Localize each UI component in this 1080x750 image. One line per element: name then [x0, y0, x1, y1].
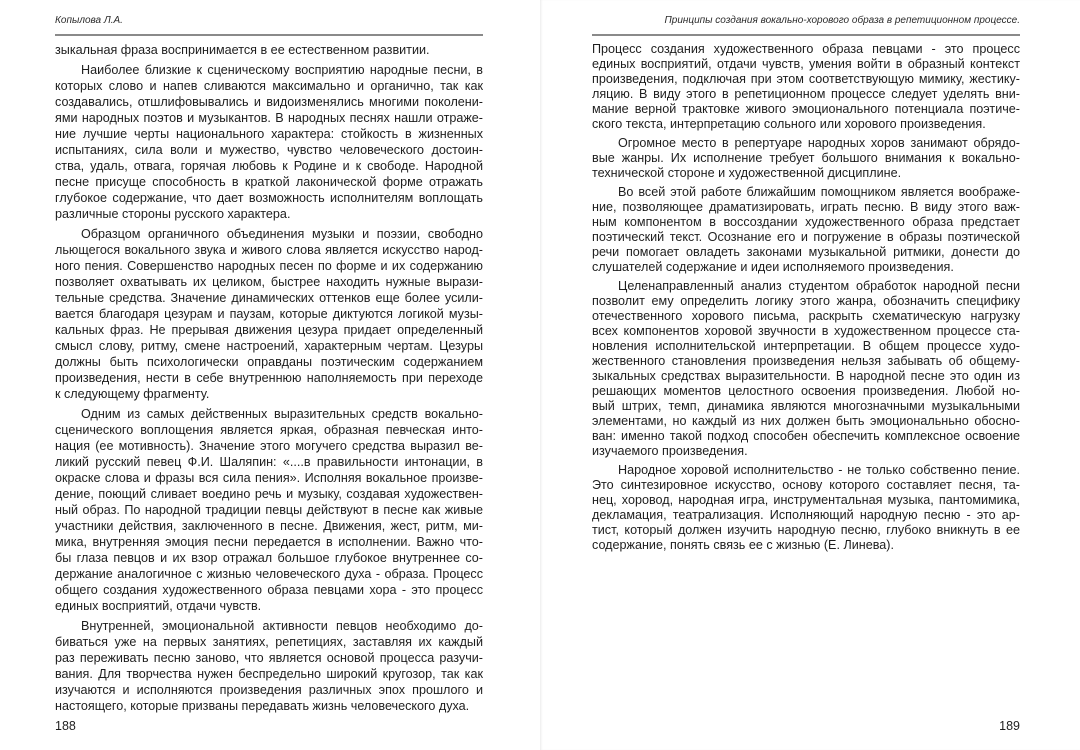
paragraph [592, 463, 1020, 553]
text-line: мика, внутренняя эмоция песни передается в исполнении. Важно что- [55, 535, 483, 549]
text-line: ным компонентом в воссоздании художественного образа предстает [592, 215, 1020, 229]
paragraph [55, 406, 483, 614]
header-rule [592, 34, 1020, 36]
text-line: ликий русский певец Ф.И. Шаляпин: «....в правильности интонации, в [55, 455, 483, 469]
text-line: тист, который должен изучить народную песню, глубоко вникнуть в ее [592, 523, 1020, 537]
text-line: изучаемого произведения. [592, 444, 748, 458]
text-line: ями народных поэтов и музыкантов. В народных песнях нашли отраже- [55, 111, 483, 125]
right-page [540, 0, 1080, 750]
text-line: Во всей этой работе ближайшим помощником является воображе- [618, 185, 1020, 199]
text-line: мание верной трактовке живого эмоционального потенциала поэтиче- [592, 102, 1020, 116]
text-line: Народное хоровой исполнительство - не только собственно пение. [618, 463, 1020, 477]
text-line: общего создания художественного образа певцами хора - это процесс [55, 583, 483, 597]
text-line: нация (ее мотивность). Значение этого могучего средства выразил ве- [55, 439, 483, 453]
text-line: позволит ему определить логику этого жанра, обозначить специфику [592, 294, 1020, 308]
text-line: единых восприятий, отдачи чувств, умения войти в образный контекст [592, 57, 1020, 71]
text-line: зыкальная фраза воспринимается в ее естественном развитии. [55, 43, 430, 57]
text-line: льющегося вокального звука и живого слова является искусство народ- [55, 243, 483, 257]
text-line: всех компонентов хоровой звучности в художественном процессе ста- [592, 324, 1020, 338]
text-line: кальных фраз. Не прерывая движения цезура придает определенный [55, 323, 483, 337]
text-line: решающих моментов целостного освоения произведения. Любой но- [592, 384, 1020, 398]
paragraph [55, 226, 483, 402]
paragraph [592, 279, 1020, 459]
text-line: ван: именно такой подход способен обеспечить комплексное освоение [592, 429, 1020, 443]
text-line: отечественного хорового письма, раскрыть схематическую нагрузку [592, 309, 1020, 323]
text-line: Целенаправленный анализ студентом обработок народной песни [618, 279, 1020, 293]
text-line: вается благодаря цезурам и паузам, которые диктуются логикой музы- [55, 307, 483, 321]
text-line: слушателей содержание и идеи исполняемого произведения. [592, 260, 954, 274]
text-line: сценического воплощения является яркая, образная певческая инто- [55, 423, 483, 437]
text-line: ства, удаль, отвага, горячая любовь к Родине и к свободе. Народной [55, 159, 483, 173]
text-line: содержание, понять связь ее с жизнью (Е. Линева). [592, 538, 894, 552]
text-line: жественного становления произведения нельзя забывать об общему- [592, 354, 1020, 368]
right-page-body [592, 42, 1020, 557]
text-line: глубокое содержание, что дает возможность исполнителям воплощать [55, 191, 483, 205]
text-line: которых слово и напев сливаются максимально и органично, так как [55, 79, 483, 93]
text-line: произведения, нести в себе внутреннюю наполняемость при переходе [55, 371, 483, 385]
text-line: позволяет охватывать их целиком, быстрее находить нужные вырази- [55, 275, 483, 289]
text-line: ского текста, интерпретацию сольного или хорового произведения. [592, 117, 986, 131]
text-line: вые жанры. Их исполнение требует большого внимания к вокально- [592, 151, 1020, 165]
text-line: дение, поющий сливает воедино речь и музыку, создавая художествен- [55, 487, 483, 501]
text-line: песне присуще способность в краткой лаконической форме отражать [55, 175, 483, 189]
text-line: тельные средства. Значение динамических оттенков еще более усили- [55, 291, 483, 305]
text-line: настоящего, которые призваны передавать жизнь человеческого духа. [55, 699, 470, 713]
text-line: участники действия, заключенного в песне. Движения, жест, ритм, ми- [55, 519, 483, 533]
text-line: должны быть психологически оправданы поэтическим содержанием [55, 355, 483, 369]
page-number: 188 [55, 719, 76, 733]
paragraph [592, 136, 1020, 181]
paragraph [592, 185, 1020, 275]
text-line: Наиболее близкие к сценическому восприятию народные песни, в [81, 63, 483, 77]
text-line: испытаниях, сила воли и мужество, чувство человеческого достоин- [55, 143, 483, 157]
text-line: ный образ. По народной традиции певцы действуют в песне как живые [55, 503, 483, 517]
text-line: вый штрих, темп, динамика являются многозначными музыкальными [592, 399, 1020, 413]
text-line: вания. Для творчества нужен беспредельно широкий кругозор, так как [55, 667, 483, 681]
text-line: элементами, но каждый из них должен быть эмоциональньно обосно- [592, 414, 1020, 428]
text-line: речи помогает овладеть законами музыкальной ритмики, донести до [592, 245, 1020, 259]
text-line: поэтический текст. Осознание его и погружение в образы поэтической [592, 230, 1020, 244]
text-line: изучаются и исполняются произведения различных эпох прошлого и [55, 683, 483, 697]
paragraph [55, 62, 483, 222]
text-line: ние лучшие черты национального характера: стойкость в жизненных [55, 127, 483, 141]
text-line: технической стороне и художественной дисциплине. [592, 166, 902, 180]
text-line: Это синтезировное искусство, основу которого составляет песня, та- [592, 478, 1020, 492]
paragraph [55, 42, 483, 58]
running-head-author: Копылова Л.А. [55, 15, 123, 26]
text-line: новления исполнительской интерпретации. В общем процессе худо- [592, 339, 1020, 353]
text-line: зыкальных средствах выразительности. В народной песне это один из [592, 369, 1020, 383]
header-rule [55, 34, 483, 36]
text-line: нец, хоровод, народная игра, инструментальная музыка, пантомимика, [592, 493, 1020, 507]
text-line: ние, позволяющее драматизировать, играть песню. В виду этого важ- [592, 200, 1020, 214]
text-line: единых восприятий, отдачи чувств. [55, 599, 262, 613]
text-line: бы глаза певцов и их взор отражал большое глубокое внутреннее со- [55, 551, 483, 565]
text-line: ного пения. Совершенство народных песен по форме и их содержанию [55, 259, 483, 273]
text-line: создавались, отшлифовывались и видоизменялись многими поколени- [55, 95, 483, 109]
text-line: Образцом органичного объединения музыки и поэзии, свободно [81, 227, 483, 241]
text-line: Одним из самых действенных выразительных средств вокально- [81, 407, 483, 421]
paragraph [55, 618, 483, 714]
text-line: Процесс создания художественного образа певцами - это процесс [592, 42, 1020, 56]
text-line: различные стороны русского характера. [55, 207, 291, 221]
text-line: окраске слова и фразы вся сила пения». Исполняя вокальное произве- [55, 471, 483, 485]
text-line: ляцию. В виду этого в репетиционном процессе следует уделять вни- [592, 87, 1020, 101]
text-line: Внутренней, эмоциональной активности певцов необходимо до- [81, 619, 483, 633]
text-line: декламация, театрализация. Исполняющий народную песню - это ар- [592, 508, 1020, 522]
page-number: 189 [999, 719, 1020, 733]
text-line: к следующему фрагменту. [55, 387, 210, 401]
text-line: Огромное место в репертуаре народных хоров занимают обрядо- [618, 136, 1020, 150]
text-line: раз переживать песню заново, что является основой процесса разучи- [55, 651, 483, 665]
running-head-title: Принципы создания вокально-хорового образа в репетиционном процессе. [664, 15, 1020, 26]
text-line: биваться уже на первых занятиях, репетициях, заставляя их каждый [55, 635, 483, 649]
text-line: произведения, подключая при этом соответствующую мимику, жестику- [592, 72, 1020, 86]
text-line: смысл слову, ритму, смене настроений, характерным чертам. Цезуры [55, 339, 483, 353]
left-page-body [55, 42, 483, 718]
text-line: держание аналогичное с жизнью человеческого духа - образа. Процесс [55, 567, 483, 581]
paragraph [592, 42, 1020, 132]
